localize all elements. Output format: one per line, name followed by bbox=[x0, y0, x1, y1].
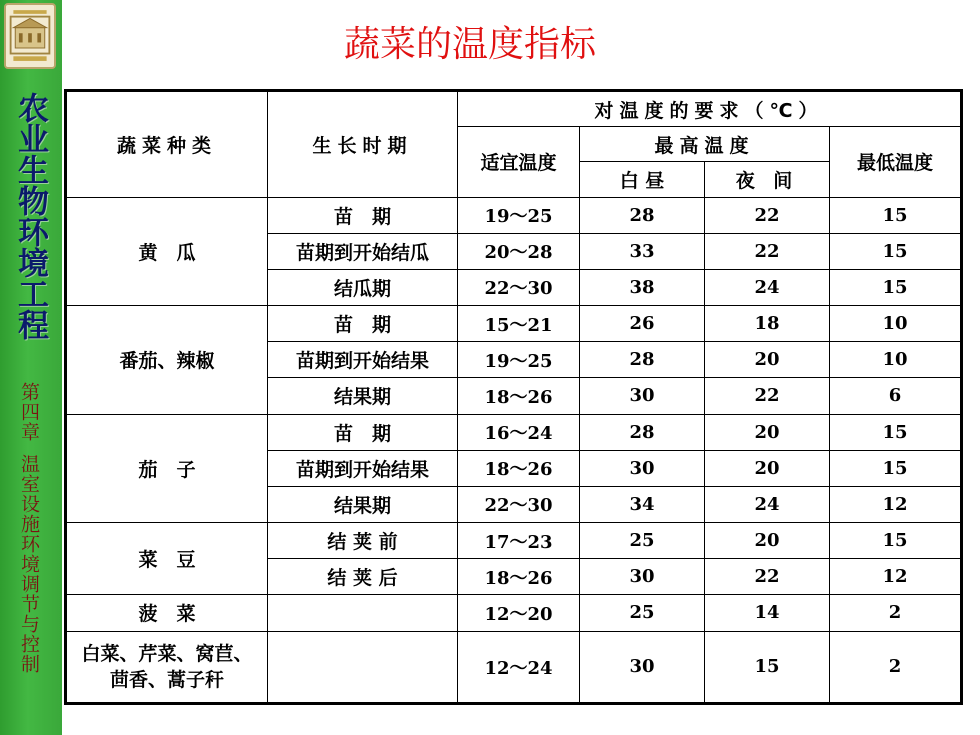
suitable-temp-cell: 12～24 bbox=[458, 631, 580, 703]
suitable-temp-cell: 20～28 bbox=[458, 233, 580, 269]
min-temp-cell: 15 bbox=[830, 414, 962, 450]
daytime-max-cell: 30 bbox=[580, 450, 705, 486]
header-max-temp: 最高温度 bbox=[580, 127, 830, 162]
chapter-title: 温室设施环境调节与控制 bbox=[18, 454, 40, 674]
table-row bbox=[66, 414, 962, 450]
daytime-max-cell: 30 bbox=[580, 631, 705, 703]
night-max-cell: 22 bbox=[705, 559, 830, 595]
min-temp-cell: 15 bbox=[830, 233, 962, 269]
night-max-cell: 14 bbox=[705, 595, 830, 631]
table-row bbox=[66, 631, 962, 703]
header-min-temp: 最低温度 bbox=[830, 127, 962, 197]
min-temp-cell: 15 bbox=[830, 523, 962, 559]
daytime-max-cell: 34 bbox=[580, 486, 705, 522]
university-logo bbox=[4, 3, 56, 69]
sidebar bbox=[0, 0, 62, 735]
daytime-max-cell: 28 bbox=[580, 342, 705, 378]
min-temp-cell: 6 bbox=[830, 378, 962, 414]
growth-stage-cell: 苗 期 bbox=[268, 414, 458, 450]
daytime-max-cell: 30 bbox=[580, 378, 705, 414]
daytime-max-cell: 33 bbox=[580, 233, 705, 269]
night-max-cell: 24 bbox=[705, 269, 830, 305]
table-row bbox=[66, 306, 962, 342]
night-max-cell: 22 bbox=[705, 378, 830, 414]
growth-stage-cell: 结 荚 前 bbox=[268, 523, 458, 559]
night-max-cell: 18 bbox=[705, 306, 830, 342]
suitable-temp-cell: 18～26 bbox=[458, 378, 580, 414]
header-row bbox=[66, 91, 962, 127]
min-temp-cell: 10 bbox=[830, 306, 962, 342]
vegetable-name-cell: 菜 豆 bbox=[66, 523, 268, 595]
table-row bbox=[66, 595, 962, 631]
daytime-max-cell: 26 bbox=[580, 306, 705, 342]
min-temp-cell: 2 bbox=[830, 595, 962, 631]
suitable-temp-cell: 17～23 bbox=[458, 523, 580, 559]
suitable-temp-cell: 18～26 bbox=[458, 559, 580, 595]
header-daytime: 白 昼 bbox=[580, 162, 705, 197]
university-emblem-icon bbox=[6, 5, 54, 67]
vegetable-name-cell: 菠 菜 bbox=[66, 595, 268, 631]
suitable-temp-cell: 22～30 bbox=[458, 486, 580, 522]
suitable-temp-cell: 16～24 bbox=[458, 414, 580, 450]
night-max-cell: 20 bbox=[705, 414, 830, 450]
daytime-max-cell: 25 bbox=[580, 595, 705, 631]
suitable-temp-cell: 22～30 bbox=[458, 269, 580, 305]
suitable-temp-cell: 15～21 bbox=[458, 306, 580, 342]
night-max-cell: 24 bbox=[705, 486, 830, 522]
night-max-cell: 15 bbox=[705, 631, 830, 703]
night-max-cell: 20 bbox=[705, 342, 830, 378]
night-max-cell: 20 bbox=[705, 523, 830, 559]
vegetable-name-cell: 茄 子 bbox=[66, 414, 268, 523]
vegetable-name-cell: 番茄、辣椒 bbox=[66, 306, 268, 415]
header-night: 夜 间 bbox=[705, 162, 830, 197]
growth-stage-cell: 结果期 bbox=[268, 486, 458, 522]
min-temp-cell: 2 bbox=[830, 631, 962, 703]
growth-stage-cell: 苗期到开始结果 bbox=[268, 450, 458, 486]
suitable-temp-cell: 12～20 bbox=[458, 595, 580, 631]
night-max-cell: 22 bbox=[705, 197, 830, 233]
daytime-max-cell: 28 bbox=[580, 414, 705, 450]
chapter-number: 第四章 bbox=[18, 382, 40, 442]
header-vegetable-type: 蔬菜种类 bbox=[66, 91, 268, 198]
suitable-temp-cell: 19～25 bbox=[458, 197, 580, 233]
temperature-table bbox=[64, 89, 963, 705]
daytime-max-cell: 28 bbox=[580, 197, 705, 233]
header-growth-stage: 生长时期 bbox=[268, 91, 458, 198]
header-temperature-requirement: 对温度的要求（℃） bbox=[458, 91, 962, 127]
growth-stage-cell bbox=[268, 631, 458, 703]
growth-stage-cell: 结瓜期 bbox=[268, 269, 458, 305]
growth-stage-cell: 结 荚 后 bbox=[268, 559, 458, 595]
growth-stage-cell: 苗期到开始结瓜 bbox=[268, 233, 458, 269]
suitable-temp-cell: 18～26 bbox=[458, 450, 580, 486]
slide-title: 蔬菜的温度指标 bbox=[343, 24, 596, 65]
course-title-vertical: 农业生物环境工程 bbox=[12, 92, 48, 340]
min-temp-cell: 15 bbox=[830, 197, 962, 233]
min-temp-cell: 12 bbox=[830, 486, 962, 522]
suitable-temp-cell: 19～25 bbox=[458, 342, 580, 378]
min-temp-cell: 12 bbox=[830, 559, 962, 595]
chapter-vertical bbox=[14, 382, 44, 674]
growth-stage-cell: 苗 期 bbox=[268, 306, 458, 342]
growth-stage-cell bbox=[268, 595, 458, 631]
header-suitable-temp: 适宜温度 bbox=[458, 127, 580, 197]
table-row bbox=[66, 523, 962, 559]
vegetable-name-cell: 白菜、芹菜、窝苣、茴香、蒿子秆 bbox=[66, 631, 268, 703]
growth-stage-cell: 苗期到开始结果 bbox=[268, 342, 458, 378]
daytime-max-cell: 30 bbox=[580, 559, 705, 595]
daytime-max-cell: 25 bbox=[580, 523, 705, 559]
growth-stage-cell: 结果期 bbox=[268, 378, 458, 414]
table-row bbox=[66, 197, 962, 233]
growth-stage-cell: 苗 期 bbox=[268, 197, 458, 233]
night-max-cell: 22 bbox=[705, 233, 830, 269]
min-temp-cell: 15 bbox=[830, 269, 962, 305]
vegetable-name-cell: 黄 瓜 bbox=[66, 197, 268, 306]
night-max-cell: 20 bbox=[705, 450, 830, 486]
min-temp-cell: 10 bbox=[830, 342, 962, 378]
daytime-max-cell: 38 bbox=[580, 269, 705, 305]
min-temp-cell: 15 bbox=[830, 450, 962, 486]
